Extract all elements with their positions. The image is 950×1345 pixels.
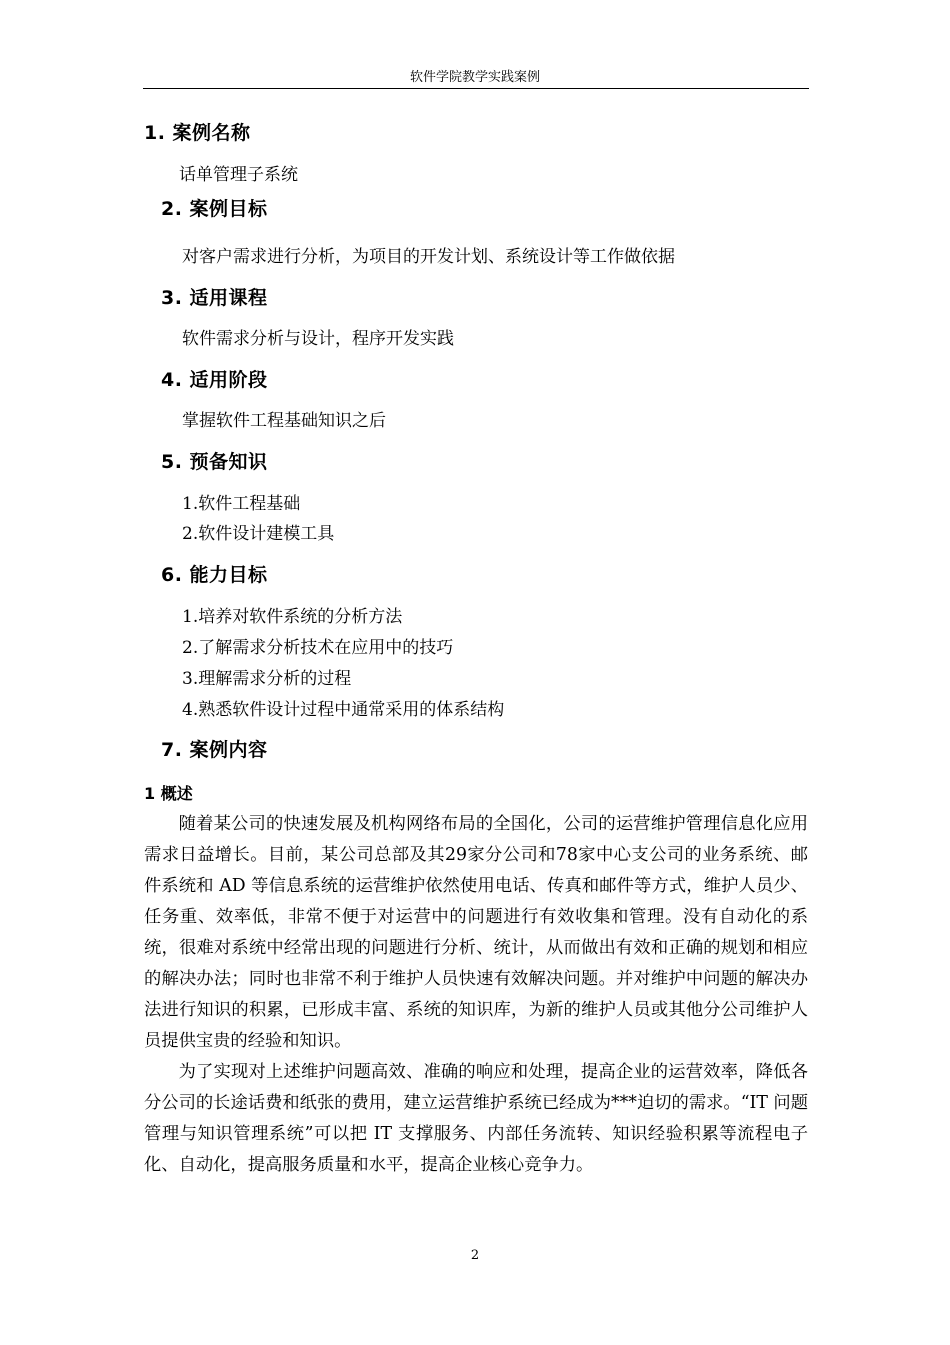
section-6-item: 1.培养对软件系统的分析方法 [182,607,403,627]
content-subheading: 1 概述 [144,784,193,803]
section-2-line: 对客户需求进行分析，为项目的开发计划、系统设计等工作做依据 [182,247,675,267]
section-heading-4: 4. 适用阶段 [161,369,268,391]
page-number: 2 [470,1248,480,1263]
section-5-item: 1.软件工程基础 [182,494,301,514]
section-1-line: 话单管理子系统 [179,165,298,185]
content-paragraph-1: 随着某公司的快速发展及机构网络布局的全国化，公司的运营维护管理信息化应用需求日益增长。目前，某公司总部及其29家分公司和78家中心支公司的业务系统、邮件系统和 AD 等信息系统的运营维护依然使用电话、传真和邮件等方式，维护人员少、任务重、效率低，非常不便于对运营中的问题进行有效收集和管理。没有自动化的系统，很难对系统中经常出现的问题进行分析、统计，从而做出有效和正确的规划和相应的解决办法；同时也非常不利于维护人员快速有效解决问题。并对维护中问题的解决办法进行知识的积累，已形成丰富、系统的知识库，为新的维护人员或其他分公司维护人员提供宝贵的经验和知识。 [144,814,808,1051]
section-heading-7: 7. 案例内容 [161,739,268,761]
content-paragraph-2: 为了实现对上述维护问题高效、准确的响应和处理，提高企业的运营效率，降低各分公司的长途话费和纸张的费用，建立运营维护系统已经成为***迫切的需求。“IT 问题管理与知识管理系统”可以把 IT 支撑服务、内部任务流转、知识经验积累等流程电子化、自动化，提高服务质量和水平，提高企业核心竞争力。 [144,1062,808,1175]
section-6-item: 2.了解需求分析技术在应用中的技巧 [182,638,454,658]
section-3-line: 软件需求分析与设计，程序开发实践 [182,329,454,349]
section-6-item: 3.理解需求分析的过程 [182,669,352,689]
section-heading-3: 3. 适用课程 [161,287,268,309]
section-5-item: 2.软件设计建模工具 [182,524,335,544]
header-rule [143,88,809,89]
section-6-item: 4.熟悉软件设计过程中通常采用的体系结构 [182,700,505,720]
section-heading-5: 5. 预备知识 [161,451,268,473]
section-4-line: 掌握软件工程基础知识之后 [182,411,386,431]
running-header: 软件学院教学实践案例 [409,70,540,85]
section-heading-6: 6. 能力目标 [161,564,268,586]
section-heading-1: 1. 案例名称 [144,122,251,144]
section-heading-2: 2. 案例目标 [161,198,268,220]
